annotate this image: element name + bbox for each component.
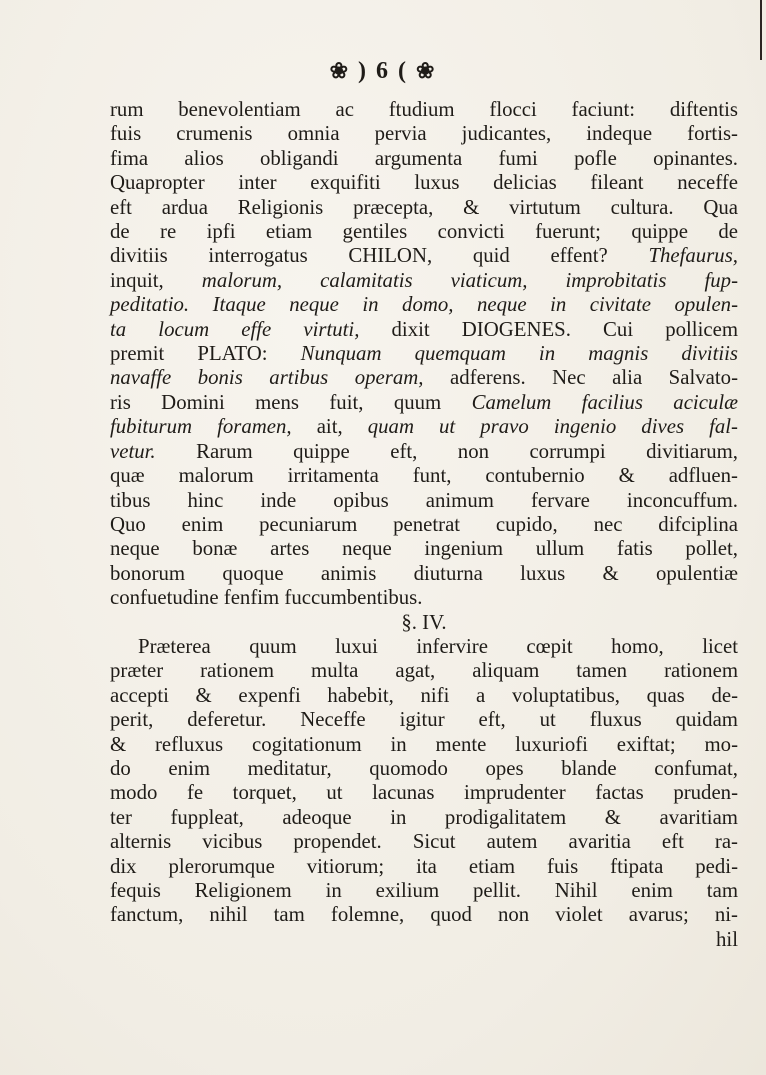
text-line [110,171,738,195]
left-ornament-icon: ❀ [329,58,350,83]
text-line [110,147,738,171]
text-run: fima alios obligandi argumenta fumi pofle opinantes. [110,146,738,170]
text-line [110,366,738,390]
text-line [110,659,738,683]
text-run: tibus hinc inde opibus animum fervare inconcuffum. [110,488,738,512]
page-edge-mark [760,0,762,60]
text-run: accepti & expenfi habebit, nifi a voluptatibus, quas de- [110,683,738,707]
text-line [110,98,738,122]
section-heading [110,611,738,635]
text-line [110,733,738,757]
text-run: premit PLATO: [110,342,301,366]
text-run: dixit DIOGENES. Cui pollicem [359,317,738,341]
text-line [110,562,738,586]
text-run: fequis Religionem in exilium pellit. Nihil enim tam [110,879,738,902]
text-line [110,342,738,366]
italic-text: quam ut pravo ingenio dives fal- [367,415,738,439]
text-run: de re ipfi etiam gentiles convicti fuerunt; quippe de [110,220,738,244]
page-header [0,58,766,85]
text-line [110,415,738,439]
text-line [110,806,738,830]
text-run: hil [716,927,738,951]
text-run: fuis crumenis omnia pervia judicantes, indeque fortis- [110,122,738,146]
text-run: dix plerorumque vitiorum; ita etiam fuis ftipata pedi- [110,854,738,878]
text-run: Rarum quippe eft, non corrumpi divitiarum, [155,439,738,463]
text-line [110,635,738,659]
text-run: quæ malorum irritamenta funt, contubernio & adfluen- [110,464,738,488]
italic-text: navaffe bonis artibus operam, [110,366,424,390]
text-line [110,537,738,561]
page-number: 6 [376,58,390,84]
italic-text: fubiturum foramen, [110,415,292,439]
text-line [110,879,738,903]
text-run: & refluxus cogitationum in mente luxuriofi exiftat; mo- [110,732,738,756]
text-run: bonorum quoque animis diuturna luxus & opulentiæ [110,561,738,585]
text-line [110,830,738,854]
text-run: inquit, [110,268,202,292]
text-run: Quo enim pecuniarum penetrat cupido, nec difciplina [110,512,738,536]
right-ornament-icon: ❀ [416,58,437,83]
text-line [110,269,738,293]
text-line [110,708,738,732]
text-run: modo fe torquet, ut lacunas imprudenter factas pruden- [110,781,738,805]
text-run: ait, [291,415,368,439]
text-run: divitiis interrogatus CHILON, quid effent? [110,244,649,268]
text-line [110,586,738,610]
text-line [110,440,738,464]
text-run: do enim meditatur, quomodo opes blande confumat, [110,756,738,780]
text-line [110,757,738,781]
text-line [110,903,738,927]
text-line [110,928,738,952]
text-run: adferens. Nec alia Salvato- [423,366,738,390]
italic-text: peditatio. Itaque neque in domo, neque in civitate opulen- [110,293,738,317]
text-run: fanctum, nihil tam folemne, quod non violet avarus; ni- [110,903,738,927]
text-line [110,244,738,268]
text-line [110,513,738,537]
text-run: præter rationem multa agat, aliquam tamen rationem [110,659,738,683]
italic-text: malorum, calamitatis viaticum, improbitatis fup- [201,268,738,292]
text-run: Præterea quum luxui infervire cœpit homo, licet [138,634,738,658]
italic-text: Nunquam quemquam in magnis divitiis [300,342,738,366]
text-run: §. IV. [401,610,447,634]
text-run: neque bonæ artes neque ingenium ullum fatis pollet, [110,537,738,561]
text-line [110,293,738,317]
text-run: rum benevolentiam ac ftudium flocci faciunt: diftentis [110,98,738,121]
text-run: perit, deferetur. Neceffe igitur eft, ut fluxus quidam [110,708,738,732]
italic-text: vetur. [110,439,156,463]
text-run: confuetudine fenfim fuccumbentibus. [110,586,423,610]
italic-text: Camelum facilius aciculæ [471,390,738,414]
text-line [110,464,738,488]
body-text [110,98,738,952]
text-run: alternis vicibus propendet. Sicut autem avaritia eft ra- [110,830,738,854]
text-run: eft ardua Religionis præcepta, & virtutum cultura. Qua [110,195,738,219]
text-line [110,391,738,415]
text-line [110,196,738,220]
header-left-paren: ) [358,58,368,84]
text-run: Quapropter inter exquifiti luxus delicias fileant neceffe [110,171,738,195]
text-run: ris Domini mens fuit, quum [110,390,472,414]
header-right-paren: ( [398,58,408,84]
text-line [110,220,738,244]
text-line [110,489,738,513]
text-line [110,684,738,708]
text-line [110,122,738,146]
text-line [110,318,738,342]
italic-text: ta locum effe virtuti, [110,317,360,341]
italic-text: Thefaurus, [648,244,738,268]
text-line [110,855,738,879]
text-run: ter fuppleat, adeoque in prodigalitatem & avaritiam [110,805,738,829]
text-line [110,781,738,805]
